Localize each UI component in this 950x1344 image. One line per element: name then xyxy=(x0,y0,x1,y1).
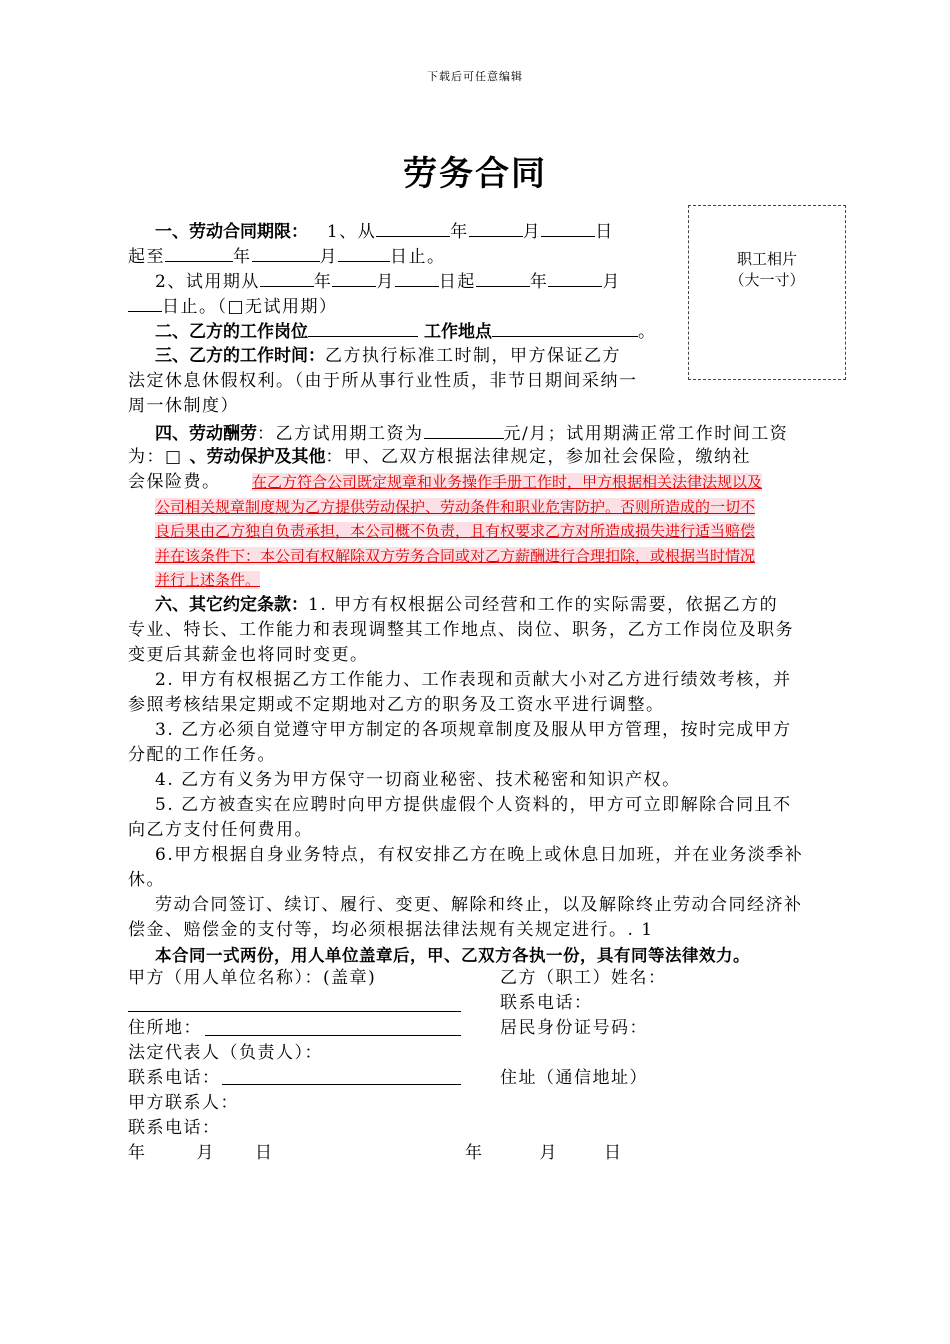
month-blank[interactable] xyxy=(548,268,602,287)
text: 1、从 xyxy=(326,222,377,242)
section6-line1 xyxy=(155,593,778,617)
section6-p7a: 劳动合同签订、续订、履行、变更、解除和终止，以及解除终止劳动合同经济补 xyxy=(155,895,803,915)
section6-p4: 4. 乙方有义务为甲方保守一切商业秘密、技术秘密和知识产权。 xyxy=(155,770,681,790)
day-blank[interactable] xyxy=(128,293,162,312)
position-blank[interactable] xyxy=(308,318,418,337)
party-b-phone-label: 联系电话： xyxy=(500,993,593,1013)
section6-p2a: 2. 甲方有权根据乙方工作能力、工作表现和贡献大小对乙方进行绩效考核，并 xyxy=(155,670,792,690)
red-text: 在乙方符合公司既定规章和业务操作手册工作时，甲方根据相关法律法规以及 xyxy=(252,473,763,491)
section1-heading: 一、劳动合同期限： xyxy=(155,222,308,242)
text: 日起 xyxy=(438,272,476,292)
photo-placeholder xyxy=(688,205,846,380)
section6-p2b: 参照考核结果定期或不定期地对乙方的职务及工资水平进行调整。 xyxy=(128,695,665,715)
day-blank[interactable] xyxy=(338,243,390,262)
closing-statement: 本合同一式两份，用人单位盖章后，甲、乙双方各执一份，具有同等法律效力。 xyxy=(155,946,750,965)
section4-line3: 会保险费。 xyxy=(128,472,221,492)
text: 月 xyxy=(196,1143,215,1163)
section6-p5b: 向乙方支付任何费用。 xyxy=(128,820,313,840)
party-a-rep-label: 法定代表人（负责人）： xyxy=(128,1043,323,1063)
section4-heading: 四、劳动酬劳 xyxy=(155,424,257,444)
section4-line2 xyxy=(128,445,751,469)
text: 日 xyxy=(255,1143,274,1163)
text: 日 xyxy=(595,222,614,242)
text: 2、试用期从 xyxy=(155,272,260,292)
section3-line2: 法定休息休假权利。（由于所从事行业性质，非节日期间采纳一 xyxy=(128,371,638,391)
photo-size-label: （大一寸） xyxy=(729,271,805,289)
section1-line4 xyxy=(128,293,338,319)
day-blank[interactable] xyxy=(395,268,439,287)
text: 月 xyxy=(522,222,542,242)
section3-line3: 周一休制度） xyxy=(128,396,239,416)
text: 月 xyxy=(539,1143,558,1163)
text: 。 xyxy=(638,322,657,342)
text: 起至 xyxy=(128,247,165,267)
page-title: 劳务合同 xyxy=(403,154,547,194)
text: 元/月；试用期满正常工作时间工资 xyxy=(503,424,789,444)
party-b-id-label: 居民身份证号码： xyxy=(500,1018,648,1038)
text: 1. 甲方有权根据公司经营和工作的实际需要，依据乙方的 xyxy=(308,595,779,615)
day-blank[interactable] xyxy=(541,218,595,237)
section6-p1c: 变更后其薪金也将同时变更。 xyxy=(128,645,369,665)
party-b-name-label: 乙方（职工）姓名： xyxy=(500,968,667,988)
salary-blank[interactable] xyxy=(424,420,504,439)
workplace-label: 工作地点 xyxy=(424,322,492,342)
text: 年 xyxy=(313,272,333,292)
section1-line3 xyxy=(155,268,621,294)
text: ：乙方试用期工资为 xyxy=(257,424,424,444)
year-blank[interactable] xyxy=(476,268,530,287)
month-blank[interactable] xyxy=(332,268,376,287)
section6-p6a: 6.甲方根据自身业务特点，有权安排乙方在晚上或休息日加班，并在业务淡季补 xyxy=(155,845,804,865)
text: 年 xyxy=(233,247,252,267)
party-a-phone-line[interactable] xyxy=(222,1084,461,1085)
section2-line xyxy=(155,318,657,344)
text: ：甲、乙双方根据法律规定，参加社会保险，缴纳社 xyxy=(325,447,751,467)
highlighted-clause xyxy=(155,470,835,593)
section1-line2 xyxy=(128,243,446,269)
year-blank[interactable] xyxy=(376,218,450,237)
party-a-date xyxy=(128,1141,274,1165)
party-a-phone-label: 联系电话： xyxy=(128,1068,221,1088)
section6-heading: 六、其它约定条款： xyxy=(155,595,308,615)
year-blank[interactable] xyxy=(165,243,233,262)
section6-p3a: 3. 乙方必须自觉遵守甲方制定的各项规章制度及服从甲方管理，按时完成甲方 xyxy=(155,720,792,740)
red-text: 并行上述条件。 xyxy=(155,571,261,589)
red-text: 良后果由乙方独自负责承担，本公司概不负责，且有权要求乙方对所造成损失进行适当赔偿 xyxy=(155,522,756,540)
text: 乙方执行标准工时制，甲方保证乙方 xyxy=(325,346,621,366)
text: 年 xyxy=(128,1143,147,1163)
section3-line1 xyxy=(155,344,621,368)
text: 为：□ xyxy=(128,447,190,467)
text: 年 xyxy=(529,272,549,292)
party-a-name-line[interactable] xyxy=(128,1011,461,1012)
text: 年 xyxy=(465,1143,484,1163)
month-blank[interactable] xyxy=(252,243,320,262)
section6-p5a: 5. 乙方被查实在应聘时向甲方提供虚假个人资料的，甲方可立即解除合同且不 xyxy=(155,795,792,815)
party-a-contact-phone-label: 联系电话： xyxy=(128,1118,221,1138)
section2-heading: 二、乙方的工作岗位 xyxy=(155,322,308,342)
section5-heading: 、劳动保护及其他 xyxy=(189,447,326,467)
section6-p6b: 休。 xyxy=(128,870,165,890)
text: 月 xyxy=(319,247,338,267)
section6-p7b: 偿金、赔偿金的支付等，均必须根据法律法规有关规定进行。. 1 xyxy=(128,920,654,940)
section4-line1 xyxy=(155,420,788,446)
red-text: 公司相关规章制度规为乙方提供劳动保护、劳动条件和职业危害防护。否则所造成的一切不 xyxy=(155,497,756,516)
party-a-address-line[interactable] xyxy=(205,1035,461,1036)
section6-p3b: 分配的工作任务。 xyxy=(128,745,276,765)
section1-line1 xyxy=(155,218,614,244)
text: 日止。 xyxy=(390,247,446,267)
party-a-contact-label: 甲方联系人： xyxy=(128,1093,239,1113)
text: 年 xyxy=(450,222,469,242)
section3-heading: 三、乙方的工作时间： xyxy=(155,346,325,366)
text: 日止。（□无试用期） xyxy=(162,297,338,317)
text: 月 xyxy=(602,272,621,292)
party-a-address-label: 住所地： xyxy=(128,1018,202,1038)
year-blank[interactable] xyxy=(260,268,314,287)
text: 月 xyxy=(376,272,395,292)
header-note: 下载后可任意编辑 xyxy=(427,70,523,83)
party-a-name-label: 甲方（用人单位名称）：(盖章) xyxy=(128,968,377,988)
red-text: 并在该条件下：本公司有权解除双方劳务合同或对乙方薪酬进行合理扣除，或根据当时情况 xyxy=(155,546,756,565)
month-blank[interactable] xyxy=(469,218,523,237)
photo-label: 职工相片 xyxy=(736,250,797,268)
workplace-blank[interactable] xyxy=(492,318,638,337)
party-b-address-label: 住址（通信地址） xyxy=(500,1068,648,1088)
text: 日 xyxy=(604,1143,623,1163)
party-b-date xyxy=(465,1141,623,1165)
section6-p1b: 专业、特长、工作能力和表现调整其工作地点、岗位、职务，乙方工作岗位及职务 xyxy=(128,620,794,640)
